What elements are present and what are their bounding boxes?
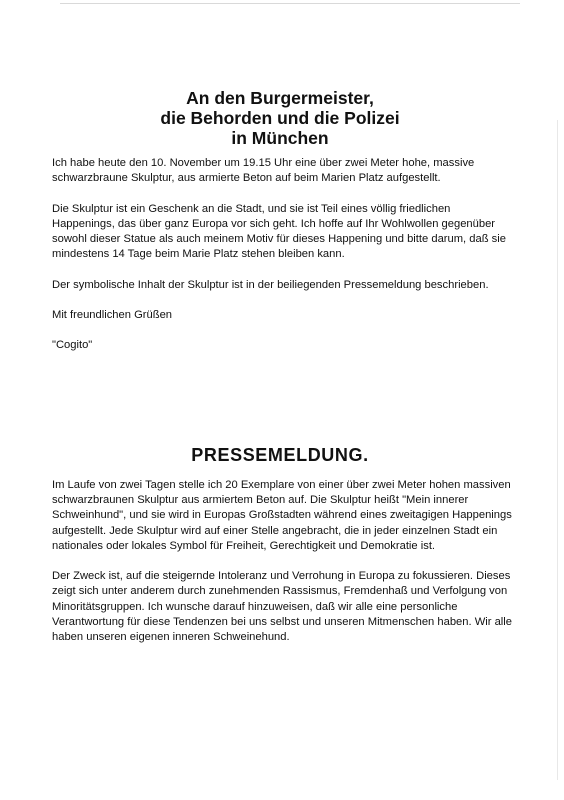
letter-body <box>52 156 512 369</box>
letter-closing: Mit freundlichen Grüßen <box>52 308 173 321</box>
scan-edge-line <box>557 120 558 780</box>
letter-heading <box>60 88 500 148</box>
letter-paragraph: Die Skulptur ist ein Geschenk an die Stadt, und sie ist Teil eines völlig friedlichen Happenings, das über ganz Europa vor sich geht. Ich hoffe auf Ihr Wohlwollen gegenüber sowohl dieser Statue als auch meinem Motiv für dieses Happening und bitte darum, daß sie mindestens 14 Tage beim Marie Platz stehen bleiben kann. <box>52 202 506 261</box>
press-release-title: PRESSEMELDUNG. <box>191 445 369 465</box>
heading-line: die Behorden und die Polizei <box>160 108 400 128</box>
press-paragraph: Im Laufe von zwei Tagen stelle ich 20 Exemplare von einer über zwei Meter hohen massiven schwarzbraunen Skulptur aus armiertem Beton auf. Die Skulptur heißt "Mein innerer Schweinhund", und sie wird in Europas Großstadten während eines zweitagigen Happenings aufgestellt. Jede Skulptur wird auf einer Stelle angebracht, die in jeder einzelnen Stadt ein nationales oder lokales Symbol für Freiheit, Gerechtigkeit und Demokratie ist. <box>52 479 512 552</box>
letter-paragraph: Der symbolische Inhalt der Skulptur ist in der beiliegenden Pressemeldung beschrieben. <box>52 278 489 291</box>
press-paragraph: Der Zweck ist, auf die steigernde Intoleranz und Verrohung in Europa zu fokussieren. Dieses zeigt sich unter anderem durch zunehmenden Rassismus, Fremdenhaß und Verfolgung von Minoritätsgruppen. Ich wunsche darauf hinzuweisen, daß wir alle eine personliche Verantwortung für diese Tendenzen bei uns selbst und unseren Mitmenschen haben. Wir alle haben unseren eigenen inneren Schweinehund. <box>52 570 513 644</box>
letter-paragraph: Ich habe heute den 10. November um 19.15 Uhr eine über zwei Meter hohe, massive schwarzbraune Skulptur, aus armierte Beton auf beim Marien Platz aufgestellt. <box>52 157 475 185</box>
heading-line: An den Burgermeister, <box>186 88 374 108</box>
press-release-body <box>52 478 520 660</box>
scan-edge-line <box>60 3 520 4</box>
heading-line: in München <box>231 128 329 148</box>
letter-signature: "Cogito" <box>52 339 93 352</box>
